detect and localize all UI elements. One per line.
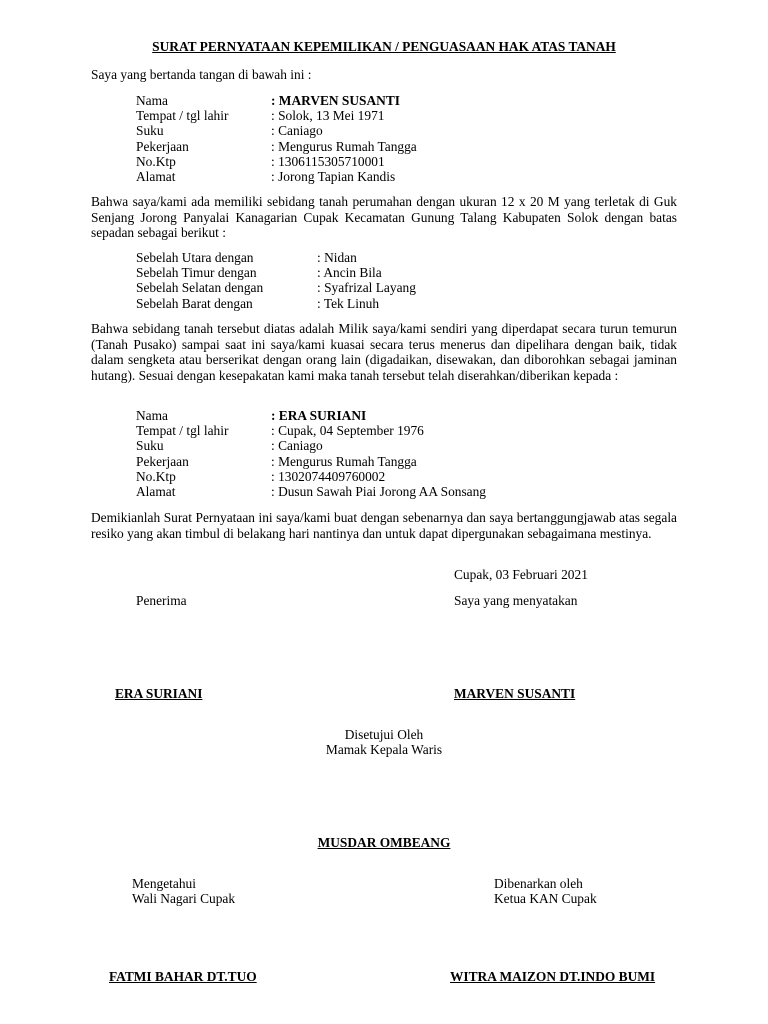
paragraph-closing: Demikianlah Surat Pernyataan ini saya/kami buat dengan sebenarnya dan saya bertanggungjawab atas segala resiko yang akan timbul di belakang hari nantinya dan untuk dapat dipergunakan sebagaimana mestinya.	[91, 510, 677, 541]
recipient-label: Alamat	[136, 484, 176, 500]
owner-label: Alamat	[136, 169, 176, 185]
confirmed-role: Ketua KAN Cupak	[494, 891, 597, 906]
recipient-value: : 1302074409760002	[271, 468, 386, 484]
border-row	[136, 296, 416, 311]
owner-details	[136, 93, 417, 184]
border-label: Sebelah Selatan dengan	[136, 280, 264, 296]
document-title: SURAT PERNYATAAN KEPEMILIKAN / PENGUASAAN HAK ATAS TANAH	[152, 39, 616, 54]
paragraph-ownership: Bahwa saya/kami ada memiliki sebidang tanah perumahan dengan ukuran 12 x 20 M yang terletak di Guk Senjang Jorong Panyalai Kanagarian Cupak Kecamatan Gunung Talang Kabupaten Solok dengan batas sepadan sebagai berikut :	[91, 194, 677, 240]
owner-value: : Caniago	[271, 123, 323, 139]
paragraph-statement: Bahwa sebidang tanah tersebut diatas adalah Milik saya/kami sendiri yang diperdapat secara turun temurun (Tanah Pusako) sampai saat ini saya/kami kuasai secara terus menerus dan dipelihara dengan baik, tidak dalam sengketa atau berserikat dengan orang lain (digadaikan, disewakan, dan diborohkan sebagai jaminan hutang). Sesuai dengan kesepakatan kami maka tanah tersebut telah diserahkan/diberikan kepada :	[91, 321, 677, 383]
recipient-label: Pekerjaan	[136, 453, 189, 469]
recipient-value: : Caniago	[271, 438, 323, 454]
approver-signature-name: MUSDAR OMBEANG	[317, 835, 451, 850]
owner-label: Suku	[136, 123, 164, 139]
border-value: : Syafrizal Layang	[317, 280, 416, 296]
owner-row-name	[136, 93, 417, 108]
recipient-label: Tempat / tgl lahir	[136, 423, 229, 439]
owner-label: Pekerjaan	[136, 138, 189, 154]
approved-by-label: Disetujui Oleh	[344, 727, 424, 742]
owner-row	[136, 154, 417, 169]
recipient-label: Nama	[136, 408, 168, 423]
border-label: Sebelah Utara dengan	[136, 250, 254, 265]
known-signature-name: FATMI BAHAR DT.TUO	[109, 969, 257, 984]
border-row	[136, 265, 416, 280]
declarant-signature-name: MARVEN SUSANTI	[454, 686, 576, 701]
recipient-label: No.Ktp	[136, 468, 176, 484]
owner-value: : 1306115305710001	[271, 153, 385, 169]
owner-row	[136, 108, 417, 123]
owner-row	[136, 169, 417, 184]
border-value: : Nidan	[317, 250, 357, 265]
confirmed-label: Dibenarkan oleh	[494, 876, 583, 891]
recipient-row	[136, 438, 486, 453]
owner-label: Tempat / tgl lahir	[136, 108, 229, 124]
approver-role: Mamak Kepala Waris	[325, 742, 443, 757]
recipient-row	[136, 484, 486, 499]
recipient-value: : Dusun Sawah Piai Jorong AA Sonsang	[271, 484, 487, 500]
owner-row	[136, 123, 417, 138]
recipient-label: Suku	[136, 438, 164, 454]
border-row	[136, 250, 416, 265]
border-value: : Ancin Bila	[317, 265, 382, 281]
border-details	[136, 250, 416, 311]
known-role: Wali Nagari Cupak	[132, 891, 236, 906]
owner-label: No.Ktp	[136, 153, 176, 169]
recipient-value: : Mengurus Rumah Tangga	[271, 453, 417, 469]
confirmed-signature-name: WITRA MAIZON DT.INDO BUMI	[450, 969, 656, 984]
declarant-label: Saya yang menyatakan	[454, 593, 578, 608]
recipient-row	[136, 423, 486, 438]
owner-value: : Mengurus Rumah Tangga	[271, 138, 417, 154]
recipient-value: : ERA SURIANI	[271, 408, 367, 423]
owner-label: Nama	[136, 93, 168, 108]
intro-text: Saya yang bertanda tangan di bawah ini :	[91, 67, 312, 82]
owner-value: : Jorong Tapian Kandis	[271, 169, 396, 185]
recipient-row	[136, 469, 486, 484]
recipient-row-name	[136, 408, 486, 423]
recipient-value: : Cupak, 04 September 1976	[271, 423, 424, 439]
owner-value: : MARVEN SUSANTI	[271, 93, 400, 108]
receiver-signature-name: ERA SURIANI	[115, 686, 203, 701]
known-label: Mengetahui	[132, 876, 196, 891]
border-row	[136, 280, 416, 295]
place-date: Cupak, 03 Februari 2021	[454, 567, 588, 582]
recipient-row	[136, 454, 486, 469]
border-label: Sebelah Timur dengan	[136, 265, 257, 281]
owner-row	[136, 139, 417, 154]
receiver-label: Penerima	[136, 593, 187, 608]
recipient-details	[136, 408, 486, 499]
border-label: Sebelah Barat dengan	[136, 295, 253, 311]
border-value: : Tek Linuh	[317, 295, 380, 311]
owner-value: : Solok, 13 Mei 1971	[271, 108, 385, 124]
